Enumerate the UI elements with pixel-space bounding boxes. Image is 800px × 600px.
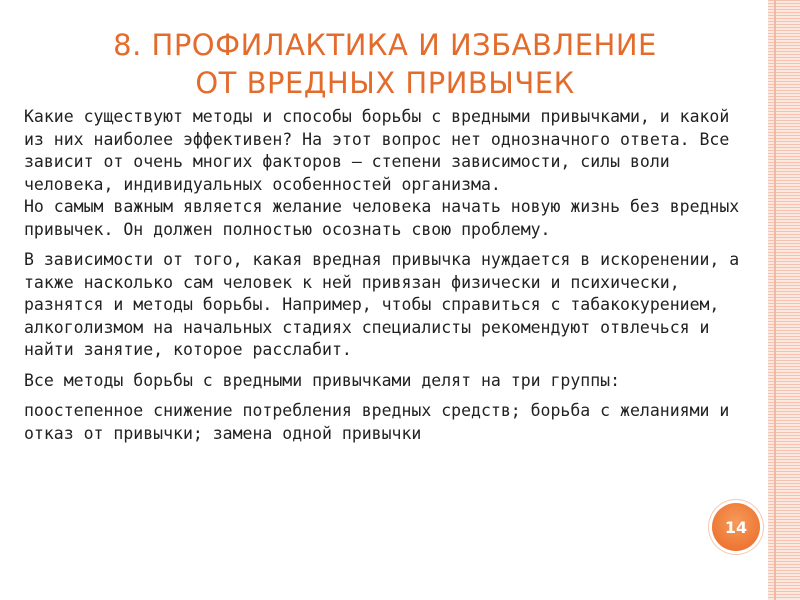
paragraph-2: Но самым важным является желание человека начать новую жизнь без вредных привычек. Он должен полностью осознать свою проблему. (24, 197, 740, 239)
paragraph-5: поостепенное снижение потребления вредных средств; борьба с желаниями и отказ от привычки; замена одной привычки (24, 401, 730, 443)
decorative-border (768, 0, 800, 600)
title-line-1: 8. ПРОФИЛАКТИКА И ИЗБАВЛЕНИЕ (113, 28, 657, 62)
paragraph-3: В зависимости от того, какая вредная привычка нуждается в искоренении, а также насколько сам человек к ней привязан физически и психически, разнятся и методы борьбы. Например, чтобы справиться с табакокурением, алкоголизмом на начальных стадиях специалисты рекомендуют отвлечься и найти занятие, которое расслабит. (24, 250, 740, 359)
page-number-badge: 14 (712, 503, 760, 551)
paragraph-1: Какие существуют методы и способы борьбы с вредными привычками, и какой из них наиболее эффективен? На этот вопрос нет однозначного ответа. Все зависит от очень многих факторов – степени зависимости, силы воли человека, индивидуальных особенностей организма. (24, 107, 730, 194)
title-line-2: ОТ ВРЕДНЫХ ПРИВЫЧЕК (195, 66, 575, 100)
paragraph-4: Все методы борьбы с вредными привычками делят на три группы: (24, 370, 621, 390)
slide-title (60, 26, 710, 102)
slide-body (24, 106, 754, 453)
